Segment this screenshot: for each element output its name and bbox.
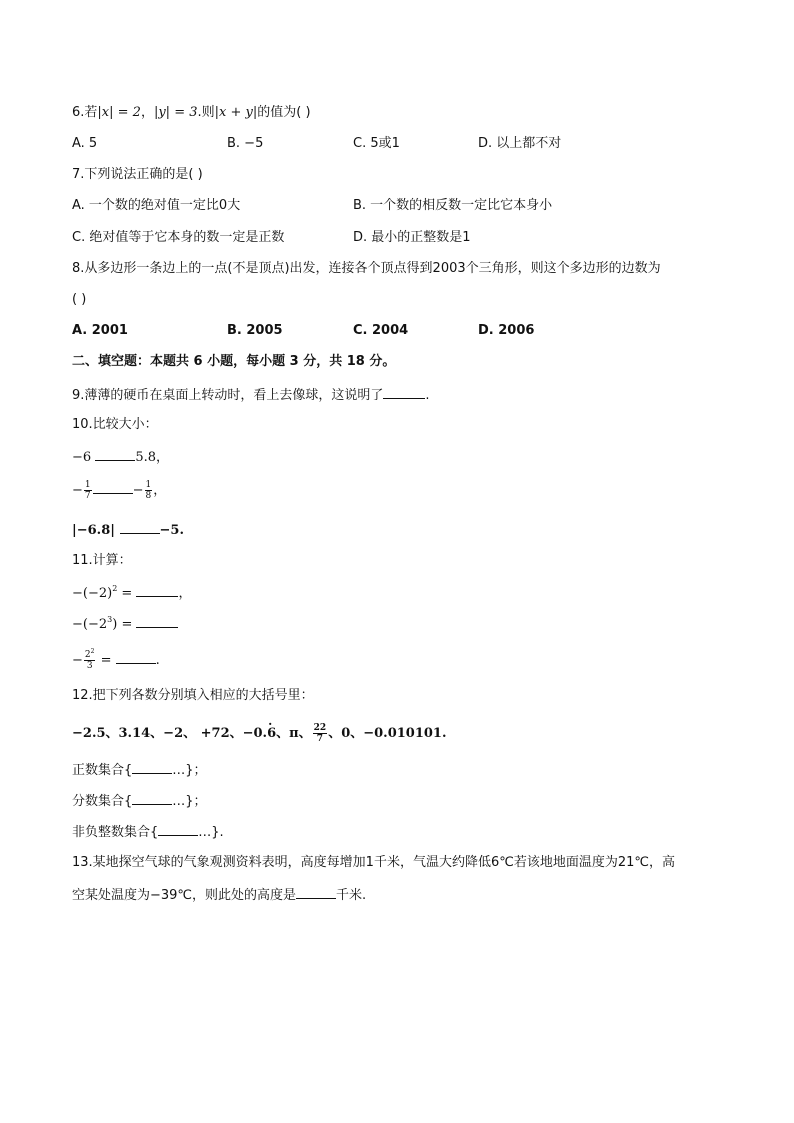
- q11-e3-den: 3: [86, 661, 93, 671]
- q10-blank-1[interactable]: [95, 447, 135, 461]
- q10-l2-end: ，: [153, 483, 167, 498]
- q9: [72, 385, 430, 405]
- q6-option-b: B. −5: [227, 136, 264, 151]
- q11-stem: 11.计算：: [72, 553, 132, 568]
- q13-line-2: [72, 885, 366, 905]
- q7-option-d: D. 最小的正整数是1: [353, 230, 471, 245]
- q11-e3-sign: −: [72, 653, 83, 668]
- q11-e3-num-exp: 2: [90, 648, 95, 655]
- q10-line-2: [72, 480, 166, 501]
- q6-sep: ，: [140, 105, 154, 120]
- q11-e2-exp: 3: [107, 615, 113, 624]
- q13-line-1: 13.某地探空气球的气象观测资料表明，高度每增加1千米，气温大约降低6℃若该地地面温度为21℃，高: [72, 855, 675, 870]
- q10-line-3: [72, 520, 184, 540]
- q12-s2-label: 分数集合{: [72, 794, 133, 809]
- q13-line2-a: 空某处温度为−39℃，则此处的高度是: [72, 888, 297, 903]
- q12-fraction: [313, 723, 328, 744]
- q10-l1-right: 5.8，: [135, 450, 169, 465]
- q10-l1-left: −6: [72, 450, 92, 465]
- q6-option-a: A. 5: [72, 136, 98, 151]
- q7-option-a: A. 一个数的绝对值一定比0大: [72, 198, 241, 213]
- q12-s3-label: 非负整数集合{: [72, 825, 159, 840]
- q12-f-den: 7: [316, 734, 324, 744]
- q8-option-b: B. 2005: [227, 323, 283, 338]
- q9-text: 9.薄薄的硬币在桌面上转动时，看上去像球，这说明了: [72, 388, 384, 403]
- section-2-title: 二、填空题：: [72, 354, 151, 369]
- q11-e1: −(−2): [72, 586, 113, 601]
- q10-f1-den: 7: [84, 491, 91, 501]
- q6-prefix: 6.若: [72, 105, 98, 120]
- q10-f2-sign: −: [132, 483, 144, 498]
- q7-stem: 7.下列说法正确的是( ): [72, 167, 203, 182]
- q12-n2: 、π、: [276, 726, 312, 741]
- q12-n1: −2.5、3.14、−2、 +72、−0.: [72, 726, 268, 741]
- q11-e2: −(−2: [72, 617, 108, 632]
- q11-fraction: [84, 650, 96, 671]
- q11-blank-1[interactable]: [136, 583, 178, 597]
- q11-blank-2[interactable]: [136, 614, 178, 628]
- q12-s2-end: …}；: [172, 794, 207, 809]
- q6-then: .则: [197, 105, 215, 120]
- q6-suffix: 的值为( ): [257, 105, 311, 120]
- q12-numbers: [72, 723, 447, 744]
- q12-set-fraction: [72, 791, 207, 811]
- q12-repeating-digit: · 6: [267, 725, 276, 743]
- q9-end: .: [425, 388, 430, 403]
- q11-e1-end: ，: [178, 586, 192, 601]
- q12-blank-1[interactable]: [132, 760, 172, 774]
- q7-option-c: C. 绝对值等于它本身的数一定是正数: [72, 230, 285, 245]
- q7-option-b: B. 一个数的相反数一定比它本身小: [353, 198, 553, 213]
- q11-e2-eq: =: [117, 617, 137, 632]
- q12-s3-end: …}.: [198, 825, 224, 840]
- q8-option-d: D. 2006: [478, 323, 535, 338]
- q6-abs-x: |x| = 2: [97, 105, 141, 120]
- q12-n3: 、0、−0.010101.: [328, 726, 447, 741]
- q8-stem: 8.从多边形一条边上的一点(不是顶点)出发，连接各个顶点得到2003个三角形，则这个多边形的边数为: [72, 261, 661, 276]
- q12-s1-end: …}；: [172, 763, 207, 778]
- q12-s1-label: 正数集合{: [72, 763, 133, 778]
- q12-blank-2[interactable]: [132, 791, 172, 805]
- q11-expr-2: [72, 614, 178, 634]
- q10-fraction-1: [84, 480, 92, 501]
- section-2-desc: 本题共 6 小题，每小题 3 分，共 18 分。: [150, 354, 396, 369]
- q11-e3-numerator: [84, 650, 96, 661]
- q11-e1-exp: 2: [112, 584, 118, 593]
- q6-abs-sum: |x + y|: [214, 105, 258, 120]
- q11-e3-num: 2: [84, 650, 91, 660]
- q10-l3-left: |−6.8|: [72, 523, 115, 538]
- q11-e2-close: ): [112, 617, 118, 632]
- q11-e3-end: .: [155, 653, 160, 668]
- q11-e3-eq: =: [96, 653, 116, 668]
- q10-fraction-2: [145, 480, 153, 501]
- q6-stem: [72, 104, 311, 122]
- q9-blank[interactable]: [383, 385, 425, 399]
- q12-set-nonneg-int: [72, 822, 224, 842]
- q10-line-1: [72, 447, 169, 467]
- q12-stem: 12.把下列各数分别填入相应的大括号里：: [72, 688, 314, 703]
- q11-blank-3[interactable]: [116, 650, 156, 664]
- q6-option-d: D. 以上都不对: [478, 136, 562, 151]
- q10-blank-3[interactable]: [120, 520, 160, 534]
- q10-stem: 10.比较大小：: [72, 417, 158, 432]
- q10-f1-sign: −: [72, 483, 83, 498]
- q10-f2-num: 1: [145, 480, 152, 490]
- q13-line2-b: 千米.: [336, 888, 367, 903]
- q10-blank-2[interactable]: [93, 480, 133, 494]
- section-2-heading: [72, 353, 395, 371]
- q12-blank-3[interactable]: [158, 822, 198, 836]
- q8-paren: ( ): [72, 292, 87, 307]
- q12-f-num: 22: [313, 723, 327, 733]
- q11-expr-3: [72, 650, 160, 671]
- q8-option-c: C. 2004: [353, 323, 409, 338]
- q8-option-a: A. 2001: [72, 323, 128, 338]
- q12-set-positive: [72, 760, 207, 780]
- q10-f2-den: 8: [145, 491, 152, 501]
- q10-f1-num: 1: [84, 480, 91, 490]
- q10-l3-right: −5.: [159, 523, 184, 538]
- q6-abs-y: |y| = 3: [153, 105, 198, 120]
- q13-blank[interactable]: [296, 885, 336, 899]
- q6-option-c: C. 5或1: [353, 136, 400, 151]
- q11-e1-eq: =: [117, 586, 137, 601]
- q11-expr-1: [72, 583, 191, 603]
